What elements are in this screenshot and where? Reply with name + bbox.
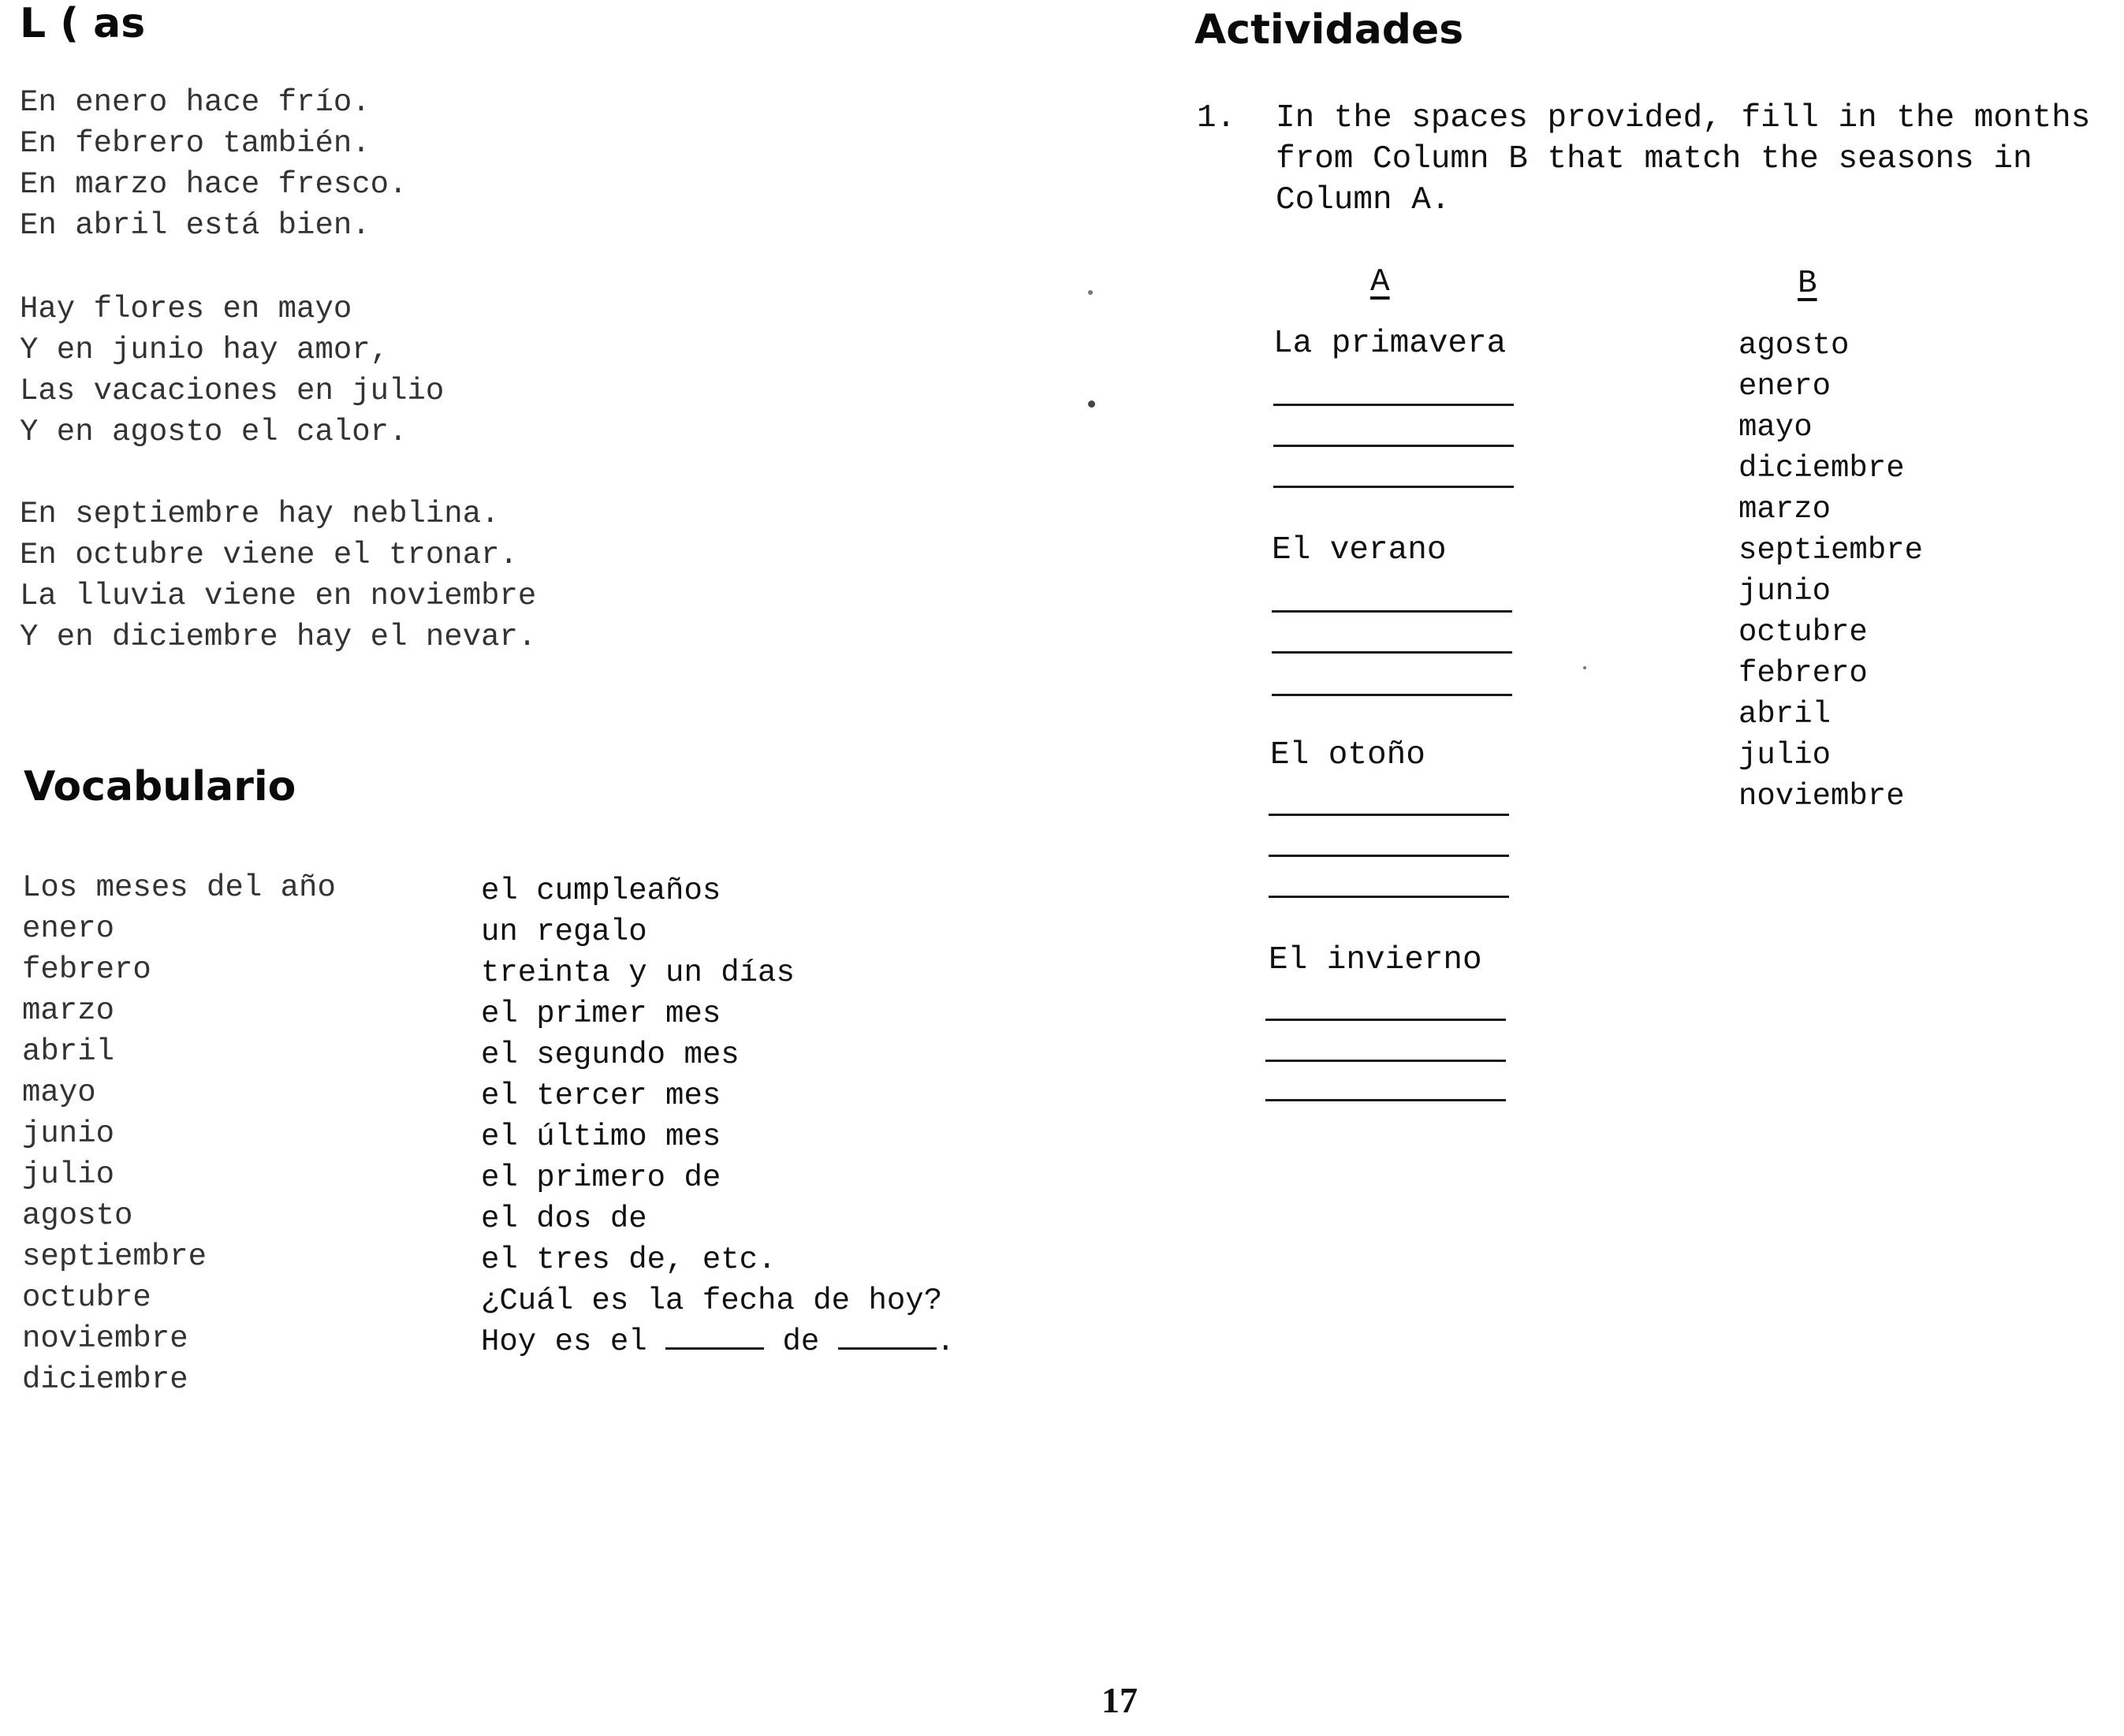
sentence-middle: de bbox=[782, 1324, 820, 1359]
vocab-item: el cumpleaños bbox=[481, 874, 721, 908]
poem-title: L ( as bbox=[20, 0, 146, 47]
answer-blank[interactable] bbox=[1272, 694, 1512, 696]
column-b-months bbox=[1738, 325, 2101, 817]
month-option: enero bbox=[1738, 369, 1831, 404]
vocab-item: el último mes bbox=[481, 1119, 721, 1154]
month-option: septiembre bbox=[1738, 533, 1924, 568]
answer-blank[interactable] bbox=[1269, 814, 1509, 816]
vocab-item: julio bbox=[22, 1157, 115, 1192]
month-option: marzo bbox=[1738, 492, 1831, 527]
vocab-item: abril bbox=[22, 1034, 115, 1069]
vocab-item: febrero bbox=[22, 952, 151, 987]
month-option: octubre bbox=[1738, 615, 1868, 650]
vocab-item: el primer mes bbox=[481, 997, 721, 1031]
vocab-item: enero bbox=[22, 911, 115, 946]
activity-number: 1. bbox=[1197, 100, 1236, 136]
answer-blank[interactable] bbox=[1265, 1060, 1506, 1062]
vocab-item: mayo bbox=[22, 1075, 96, 1110]
answer-blank[interactable] bbox=[1272, 651, 1512, 654]
column-b-header: B bbox=[1798, 266, 1817, 302]
sentence-start: Hoy es el bbox=[481, 1324, 647, 1359]
vocab-item: noviembre bbox=[22, 1321, 188, 1356]
vocab-item: diciembre bbox=[22, 1362, 188, 1397]
month-option: junio bbox=[1738, 574, 1831, 609]
day-blank[interactable] bbox=[665, 1324, 764, 1350]
vocab-item: junio bbox=[22, 1116, 115, 1151]
vocab-item: el tercer mes bbox=[481, 1078, 721, 1113]
activity-instruction: In the spaces provided, fill in the months from Column B that match the seasons in Column A. bbox=[1276, 100, 2091, 218]
vocab-item: treinta y un días bbox=[481, 956, 795, 990]
poem-line: En enero hace frío. bbox=[20, 85, 371, 120]
vocab-item: el segundo mes bbox=[481, 1038, 740, 1072]
poem-line: Y en agosto el calor. bbox=[20, 415, 408, 449]
vocab-date-sentence bbox=[481, 1321, 993, 1362]
sentence-end: . bbox=[936, 1324, 956, 1359]
scan-speck bbox=[1088, 290, 1093, 295]
answer-blank[interactable] bbox=[1273, 404, 1514, 406]
vocab-months-list bbox=[22, 867, 440, 1400]
answer-blank[interactable] bbox=[1273, 486, 1514, 488]
answer-blank[interactable] bbox=[1265, 1019, 1506, 1021]
poem-line: En marzo hace fresco. bbox=[20, 167, 408, 202]
month-option: febrero bbox=[1738, 656, 1868, 691]
vocabulario-heading: Vocabulario bbox=[24, 763, 296, 810]
poem-stanza-1 bbox=[20, 82, 619, 246]
vocab-item: Los meses del año bbox=[22, 870, 336, 905]
scan-speck bbox=[1583, 666, 1586, 669]
scan-speck bbox=[1088, 400, 1095, 408]
actividades-heading: Actividades bbox=[1194, 6, 1464, 54]
month-option: diciembre bbox=[1738, 451, 1905, 486]
poem-line: Y en junio hay amor, bbox=[20, 333, 389, 367]
answer-blank[interactable] bbox=[1269, 855, 1509, 857]
page-number: 17 bbox=[1101, 1680, 1138, 1720]
poem-line: En octubre viene el tronar. bbox=[20, 538, 518, 572]
vocab-item: el primero de bbox=[481, 1160, 721, 1195]
answer-blank[interactable] bbox=[1265, 1099, 1506, 1101]
poem-line: En abril está bien. bbox=[20, 208, 371, 243]
vocab-item: septiembre bbox=[22, 1239, 207, 1274]
answer-blank[interactable] bbox=[1269, 896, 1509, 898]
poem-stanza-3 bbox=[20, 494, 619, 658]
month-blank[interactable] bbox=[838, 1324, 937, 1350]
vocab-item: ¿Cuál es la fecha de hoy? bbox=[481, 1283, 943, 1318]
month-option: noviembre bbox=[1738, 779, 1905, 814]
month-option: abril bbox=[1738, 697, 1831, 732]
season-primavera: La primavera bbox=[1273, 326, 1507, 362]
poem-line: Las vacaciones en julio bbox=[20, 374, 445, 408]
season-verano: El verano bbox=[1272, 532, 1447, 568]
poem-line: Y en diciembre hay el nevar. bbox=[20, 620, 537, 654]
vocab-phrases-list bbox=[481, 870, 993, 1362]
season-invierno: El invierno bbox=[1269, 942, 1482, 978]
vocab-item: octubre bbox=[22, 1280, 151, 1315]
month-option: julio bbox=[1738, 738, 1831, 773]
poem-line: En septiembre hay neblina. bbox=[20, 497, 500, 531]
month-option: agosto bbox=[1738, 328, 1850, 363]
answer-blank[interactable] bbox=[1273, 445, 1514, 447]
poem-line: La lluvia viene en noviembre bbox=[20, 579, 537, 613]
month-option: mayo bbox=[1738, 410, 1813, 445]
poem-line: Hay flores en mayo bbox=[20, 292, 352, 326]
season-otono: El otoño bbox=[1270, 737, 1425, 773]
vocab-item: el tres de, etc. bbox=[481, 1242, 777, 1277]
vocab-item: marzo bbox=[22, 993, 115, 1028]
column-a-header: A bbox=[1370, 264, 1390, 300]
vocab-item: un regalo bbox=[481, 915, 647, 949]
poem-line: En febrero también. bbox=[20, 126, 371, 161]
vocab-item: el dos de bbox=[481, 1201, 647, 1236]
answer-blank[interactable] bbox=[1272, 610, 1512, 613]
vocab-item: agosto bbox=[22, 1198, 133, 1233]
poem-stanza-2 bbox=[20, 289, 619, 453]
